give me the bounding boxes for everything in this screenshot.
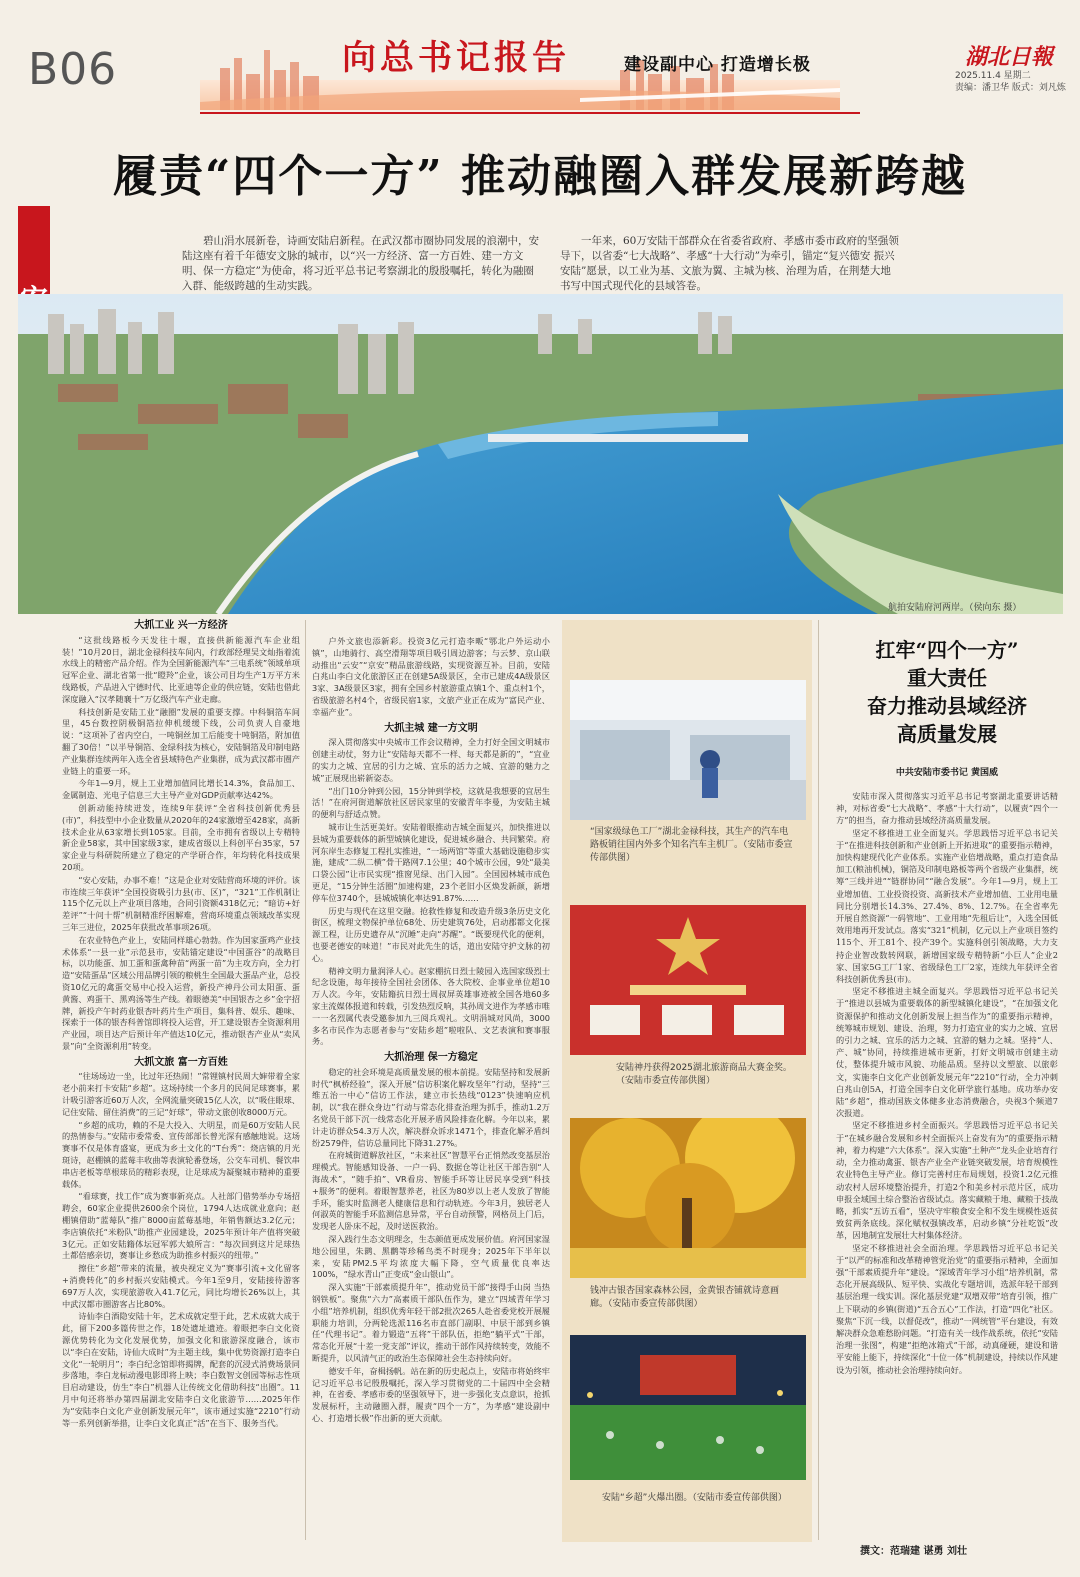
football-photo — [570, 1335, 806, 1480]
paragraph: 深入贯彻落实中央城市工作会议精神，全力打好全国文明城市创建主动仗，努力让“安陆每天都不一样、每天都是新的”，“宜业的实力之城、宜居的引力之城、宜乐的活力之城、宜游的魅力之城”正展现出崭新姿态。 — [312, 737, 550, 783]
paragraph: “往场场边一坐，比过年还热闹！”常锂镇村民周大婶带着全家老小前来打卡安陆“乡超”。这场持续一个多月的民间足球赛事，累计吸引游客近60万人次，全网流量突破15亿人次，以“吸住眼球、记住安陆、留住消费”的三记“好球”，带动文旅创收8000万元。 — [62, 1071, 300, 1117]
side-caption-4: 安陆“乡超”火爆出圈。（安陆市委宣传部供图） — [602, 1493, 787, 1503]
intro-left: 碧山涓水展新卷，诗画安陆启新程。在武汉都市圈协同发展的浪潮中，安陆这座有着千年德安文脉的城市，以“兴一方经济、富一方百姓、建一方文明、保一方稳定”为使命，将习近平总书记考察湖北的殷殷嘱托，转化为融圈入群、能级跨越的生动实践。 — [182, 235, 539, 292]
banner-divider — [200, 112, 860, 114]
paragraph: 历史与现代在这里交融。抢救性修复和改造升级3条历史文化街区，梳理文物保护单位68处、历史建筑76处，启动郡都文化探源工程，让历史遗存从“沉睡”走向“苏醒”。“既要现代化的便利，也要老德安的味道！”市民对此先生的话，道出安陆守护文脉的初心。 — [312, 905, 550, 963]
commentary-title-line: 奋力推动县域经济 — [867, 694, 1027, 718]
newspaper-logo: 湖北日報 — [965, 44, 1054, 70]
ginkgo-photo — [570, 1118, 806, 1278]
award-image — [570, 905, 806, 1055]
paragraph: “安心安陆，办事不难！”这是企业对安陆营商环境的评价。该市连续三年获评“全国投资吸引力县(市、区)”，“321”工作机制让115个亿元以上产业项目落地，合同引资额4318亿元；“暗访+好差评”“十问十帮”机制精准纾困解难，营商环境重点领域改革实现三年三进位，2025年获批改革事项26项。 — [62, 874, 300, 932]
editor-credits: 责编：潘卫华 版式：刘凡炼 — [955, 83, 1066, 93]
paragraph: 今年1—9月，规上工业增加值同比增长14.3%，食品加工、金属制造、光电子信息三大主导产业对GDP贡献率达42%。 — [62, 778, 300, 801]
dateline — [955, 70, 1066, 94]
section-heading-city: 大抓主城 建一方文明 — [384, 722, 478, 734]
article-column-1 — [62, 616, 300, 1541]
article-column-2 — [312, 636, 550, 1541]
commentary-title-line: 重大责任 — [907, 666, 987, 690]
paragraph: 深入践行生态文明理念，生态颜值更成发展价值。府河国家湿地公园里，朱鹮、黑鹳等珍稀鸟类不时现身；2025年下半年以来，安陆PM2.5平均浓度大幅下降，空气质量优良率达100%，“绿水青山”正变成“金山银山”。 — [312, 1234, 550, 1280]
award-photo — [570, 905, 806, 1055]
paragraph: 诗仙李白酒隐安陆十年，艺术成就定型于此，艺术成就大成于此，留下200多篇传世之作，18处遗址遗迹。着眼把李白文化资源优势转化为文化发展优势，加强文化和旅游深度融合，该市以“李白在安陆，诗仙大成时”为主题主线，集中优势资源打造李白文化“一轮明月”；李白纪念馆即将揭牌，配套的沉浸式消费场景同步落地，李白龙标动漫电影即将上映；李白数智文创园等标志性项目启动建设，仿生“李白”机器人让传统文化借助科技“出圈”。11月中旬还将举办第四届湖北安陆李白文化旅游节……2025年作为“安陆李白文化产业创新发展元年”，该市通过实施“2210”行动等一系列创新举措，让李白文化真正“活”在当下、服务当代。 — [62, 1311, 300, 1428]
paragraph: 科技创新是安陆工业“融圈”发展的重要支撑。中科铜箔车间里，45台数控阴极铜箔拉伸机缓缓下线，公司负责人自豪地说：“这项补了省内空白，一吨铜丝加工后能变十吨铜箔，附加值翻了30倍！”以半导铜箔、金绿科技为核心，安陆铜箔及印制电路产业集群连续两年入选全省县域特色产业集群，成为武汉都市圈产业链上的重要一环。 — [62, 706, 300, 776]
side-caption-2: 安陆神丹获得2025湖北旅游商品大赛金奖。（安陆市委宣传部供图） — [616, 1063, 792, 1086]
paragraph: 精神文明力量润泽人心。赵家棚抗日烈士陵园入选国家级烈士纪念设施，每年接待全国社会团体、各大院校、企事业单位超10万人次。今年，安陆籍抗日烈士周叔屏英雄事迹被全国各地60多家主流媒体报道和转载，引发热烈反响，其孙周文进作为孝感市唯一一名烈属代表受邀参加九三阅兵观礼。文明涓城对风尚，3000多名市民作为志愿者参与“安陆乡超”啦啦队、文艺表演和赛事服务。 — [312, 965, 550, 1047]
paragraph: “这批线路板今天发往十堰，直接供新能源汽车企业组装！”10月20日，湖北金禄科技车间内，行政部经理吴文灿指着流水线上的精密产品介绍。作为全国新能源汽车“三电系统”领域单项冠军企业、湖北省第一批“瞪羚”企业，该公司目均生产1万平方米线路板，产品进入宁德时代、比亚迪等企业的供应链，安陆也借此深度融入“汉孝随襄十”万亿级汽车产业走廊。 — [62, 634, 300, 704]
column-divider-right — [818, 620, 819, 1540]
paragraph: “乡超的成功，赖的不是大投入、大明星，而是60万安陆人民的热情参与。”安陆市委常委、宣传部部长曾光深有感触地说。这场赛事不仅是体育盛宴，更成为乡土文化的“T台秀”：烧店镇的月光斑诗，赵棚镇的蓝莓丰收曲等表演轮番登场，公交车司机、餐饮串串店老板等草根球员的精彩表现，让足球成为凝聚城市精神的重要载体。 — [62, 1119, 300, 1189]
aerial-river-image — [18, 294, 1063, 614]
column-divider — [305, 620, 306, 1540]
ginkgo-image — [570, 1118, 806, 1278]
commentary-body — [836, 790, 1058, 1535]
paragraph: 坚定不移推进主城全面复兴。学思践悟习近平总书记关于“推进以县城为重要载体的新型城镇化建设”，“在加强文化资源保护和推动文化创新发展上担当作为”的重要指示精神，统筹城市规划、建设、治理，努力打造宜业的实力之城、宜居的引力之城、宜乐的活力之城、宜游的魅力之城。坚持“人、产、城”协同，持续推进城市更新，打好文明城市创建主动仗，整体提升城市风貌、功能品质。坚持以文塑旅、以旅彰文，实施李白文化产业创新发展元年“2210”行动，全力冲刺白兆山创5A，打造全国李白文化研学旅行基地。成功举办安陆“乡超”，推动国族文体健多业态消费融合，央视3个频道7次报道。 — [836, 986, 1058, 1119]
football-image — [570, 1335, 806, 1480]
writer-credits: 撰文：范瑞建 谌勇 刘壮 — [860, 1546, 967, 1557]
paragraph: “看球赛，找工作”成为赛事新亮点。人社部门借势举办专场招聘会，60家企业提供2600余个岗位，1794人达成就业意向；赵棚镇借助“蓝莓队”推广8000亩蓝莓基地，年销售额达3.2亿元；李店镇依托“米粉队”助推产业园建设，2025年预计年产值将突破3亿元。正如安陆籍体坛冠军郭大娘所言：“每次回到这片足球热土都倍感亲切，赛事让乡愁成为助推乡村振兴的纽带。” — [62, 1191, 300, 1261]
paragraph: 稳定的社会环境是高质量发展的根本前提。安陆坚持和发展新时代“枫桥经验”，深入开展“信访积案化解攻坚年”行动，坚持“三维五治一中心”信访工作法，建立市长热线“0123”快速响应机制，以“我在群众身边”行动与常态化排查治理为抓手，推动1.2万名党员干部下沉一线常态化开展矛盾风险排查化解。今年以来，累计走访群众54.3万人次，解决群众诉求1471个，排查化解矛盾纠纷2579件，信访总量同比下降31.27%。 — [312, 1066, 550, 1148]
paragraph: 户外文旅也添新彩。投资3亿元打造李畈“鄂北户外运动小镇”，山地骑行、高空滑翔等项目吸引周边游客；与云梦、京山联动推出“云安”“京安”精品旅游线路，实现资源互补。目前，安陆白兆山李白文化旅游区正在创建5A级景区，全市已建成4A级景区3家、3A级景区3家，拥有全国乡村旅游重点镇1个、重点村1个，省级旅游名村4个，省级民宿1家，文旅产业正在成为“富民产业、幸福产业”。 — [312, 636, 550, 717]
issue-date: 2025.11.4 星期二 — [955, 71, 1031, 81]
paragraph: 在农业特色产业上，安陆同样雄心勃勃。作为国家蛋鸡产业技术体系“一县一业”示范县市，安陆锚定建设“中国蛋谷”的战略目标，以功能蛋、加工蛋和蛋禽种苗“两蛋一苗”为主攻方向，全力打造“安陆蛋品”区域公用品牌引领的粮桃生全国最大蛋品产业，总投资10亿元的禽蛋交易中心投入运营，新投产神丹公司太阳蛋、蛋黄酱、鸡蛋干、黑鸡汤等生产线。着眼德美“中国银杏之乡”金字招牌，新投产午时药业银杏叶药片生产项目，集科普、娱乐、趣味、探索于一体的银杏科普馆即将投入运营，开工建设银杏全资源利用产业园，项目达产后预计年产值达10亿元，推动银杏产业从“卖风景”向“全资源利用”转变。 — [62, 934, 300, 1051]
commentary-author: 中共安陆市委书记 黄国威 — [895, 768, 999, 778]
main-headline: 履责“四个一方” 推动融圈入群发展新跨越 — [113, 151, 967, 202]
paragraph: 深入实施“干部素质提升年”，推动党员干部“接得手山岗 当热钢铁板”。聚焦“六力”高素质干部队伍作为，建立“四域青年学习小组”培养机制，组织优秀年轻干部2批次265人赴省委党校开展履职能力培训，分两轮选派116名市直部门副职、中层干部到乡镇任“代理书记”。着力锻造“五将”干部队伍，拒绝“躺平式”干部，常态化开展“十差一党支部”评议，推动干部作风持续转变，效能不断提升，以风清气正的政治生态保障社会生态持续向好。 — [312, 1282, 550, 1364]
side-caption-1: “国家级绿色工厂”湖北金禄科技，其生产的汽车电路板销往国内外多个知名汽车主机厂。（安陆市委宣传部供图） — [590, 827, 793, 863]
intro-right: 一年来，60万安陆干部群众在省委省政府、孝感市委市政府的坚强领导下，以省委“七大战略”、孝感“十大行动”为牵引，锚定“复兴德安 振兴安陆”愿景，以工业为基、文旅为翼、主城为核、治理为盾，在荆楚大地书写中国式现代化的县域答卷。 — [560, 235, 899, 292]
page-number: B06 — [28, 44, 118, 95]
paragraph: 坚定不移推进工业全面复兴。学思践悟习近平总书记关于“在推进科技创新和产业创新上开拓进取”的重要指示精神，加快构建现代化产业体系。实施产业倍增战略，重点打造食品加工(粮油机械)，铜箔及印制电路板等两个省级产业集群，统筹“三线并进”“链群协同”“融合发展”。今年1—9月，规上工业增加值、工业投资投资、高新技术产业增加值、工业用电量同比分别增长14.3%、27.4%、8%、12.7%。在全省率先开展自然资源“一码管地”、工业用地“先租后让”，入选全国低效用地再开发试点。落实“321”机制，亿元以上产业项目签约115个、开工81个、投产39个。实施科创引领战略，大力支持企业智改数转网联，新增国家级专精特新“小巨人”企业2家、国家5G工厂1家、省级绿色工厂2家，连续九年获评全省科技创新优秀县(市)。 — [836, 827, 1058, 985]
main-aerial-photo — [18, 294, 1063, 614]
side-caption-3: 钱冲古银杏国家森林公园，金黄银杏铺就诗意画廊。（安陆市委宣传部供图） — [590, 1286, 780, 1309]
factory-image — [570, 680, 806, 820]
paragraph: 在府城街道解放社区，“未来社区”智慧平台正悄然改变基层治理模式。智能感知设备、一户一码、数据仓等让社区干部告别“人海战术”，“随手拍”、VR看房、智能手环等让居民享受到“科技+服务”的便利。着眼智慧养老，社区为80岁以上老人发放了智能手环，能实时监测老人健康信息和行动轨迹。今年3月，独居老人何淑英的智能手环监测信息异常，平台自动预警，网格员上门后，发现老人卧床不起，及时送医救治。 — [312, 1150, 550, 1232]
factory-photo — [570, 680, 806, 820]
banner-subtitle: 建设副中心 打造增长极 — [624, 55, 811, 75]
commentary-title-line: 高质量发展 — [897, 722, 997, 746]
paragraph: 擦住“乡超”带来的流量，被央视定义为“赛事引流+文化留客+消费转化”的乡村振兴安陆模式。今年1至9月，安陆接待游客697万人次，实现旅游收入41.7亿元，同比均增长26%以上，其中武汉都市圈游客占比80%。 — [62, 1263, 300, 1309]
paragraph: 城市让生活更美好。安陆着眼推动吉城全面复兴，加快推进以县城为重要载体的新型城镇化建设，促进城乡融合、共同繁荣。府河东岸生态修复工程扎实推进，“一场两馆”等重大基础设施稳步实施，建成“二纵二横”骨干路网7.1公里；40个城市公园，9处“最美口袋公园”让市民实现“推窗见绿、出门入园”。全国园林城市成色更足，“15分钟生活圈”加速构建，23个老旧小区焕发新颜，新增停车位3740个，县城城镇化率达91.87%…… — [312, 821, 550, 903]
commentary-title-line: 扛牢“四个一方” — [875, 638, 1019, 662]
paragraph: 安陆市深入贯彻落实习近平总书记考察湖北重要讲话精神，对标省委“七大战略”、孝感“十大行动”，以履责“四个一方”的担当，奋力推动县域经济高质量发展。 — [836, 791, 1058, 826]
commentary-title — [834, 636, 1060, 748]
paragraph: “出门10分钟到公园，15分钟到学校，这就是我想要的宜居生活！”在府河街道解放社区居民家里的安徽青年李曼，为安陆主城的便利与舒适点赞。 — [312, 785, 550, 820]
section-heading-governance: 大抓治理 保一方稳定 — [384, 1052, 478, 1064]
paragraph: 创新动能持续迸发，连续9年获评“全省科技创新优秀县(市)”，科技型中小企业数量从2020年的24家激增至428家，高新技术企业从63家增长到105家。目前，全市拥有省级以上专精特新企业58家，其中国家级3家，建成省级以上科创平台35家，57家企业与科研院所建立了稳定的产学研合作，年均转化科技成果20项。 — [62, 802, 300, 872]
paragraph: 坚定不移推进乡村全面振兴。学思践悟习近平总书记关于“在城乡融合发展和乡村全面振兴上奋发有为”的重要指示精神，着力构建“六大体系”。深入实施“土种产”龙头企业培育行动，全力推动禽蛋、银杏产业全产业链突破发展，培育规模性农业特色主导产业。修订完善村庄布局规划，投资1.2亿元推动农村人居环境整治提升，打造2个和美乡村示范片区，成功申报全域国土综合整治省级试点。落实藏粮于地、藏粮于技战略，抓实“五访五看”，坚决守牢粮食安全和不发生规模性返贫致贫两条底线。深化赋权强镇改革，启动乡镇“分社吃饭”改革，因地制宜发展壮大村集体经济。 — [836, 1120, 1058, 1241]
banner-title: 向总书记报告 — [342, 38, 570, 78]
section-heading-tourism: 大抓文旅 富一方百姓 — [134, 1056, 228, 1068]
main-photo-caption: 航拍安陆府河两岸。（侯向东 摄） — [888, 603, 1022, 613]
section-heading-industry: 大抓工业 兴一方经济 — [134, 620, 228, 631]
paragraph: 坚定不移推进社会全面治理。学思践悟习近平总书记关于“以严的标准和改革精神管党治党”的重要指示精神，全面加强“干部素质提升年”建设。“深域青年学习小组”培养机制，常态化开展高级队、短平快、实战化专题培训，选派年轻干部到基层治理一线实训。深化基层党建“双增双带”培育引领，推广上下联动的乡镇(街道)“五合五心”工作法，打造“四化”社区。聚焦“下沉一线，以督促改”，推动“一网统管”平台建设，有效解决群众急难愁盼问题。“打造有关一线作战系统，依托“安陆治理一张图”，构建“拒绝冰箱式”干部，动真碰硬，建设和谐平安能上能下，持续深化“十位一体”机制建设，持续以作风建设为引领，推动社会治理持续向好。 — [836, 1242, 1058, 1375]
paragraph: 德安千年，奋楫扬帆。站在新的历史起点上，安陆市将始终牢记习近平总书记殷殷嘱托，深入学习贯彻党的二十届四中全会精神，在省委、孝感市委的坚强领导下，进一步强化支点意识，抢抓发展标杆，主动融圈入群，履责“四个一方”，为孝感“建设副中心、打造增长极”作出新的更大贡献。 — [312, 1365, 550, 1423]
